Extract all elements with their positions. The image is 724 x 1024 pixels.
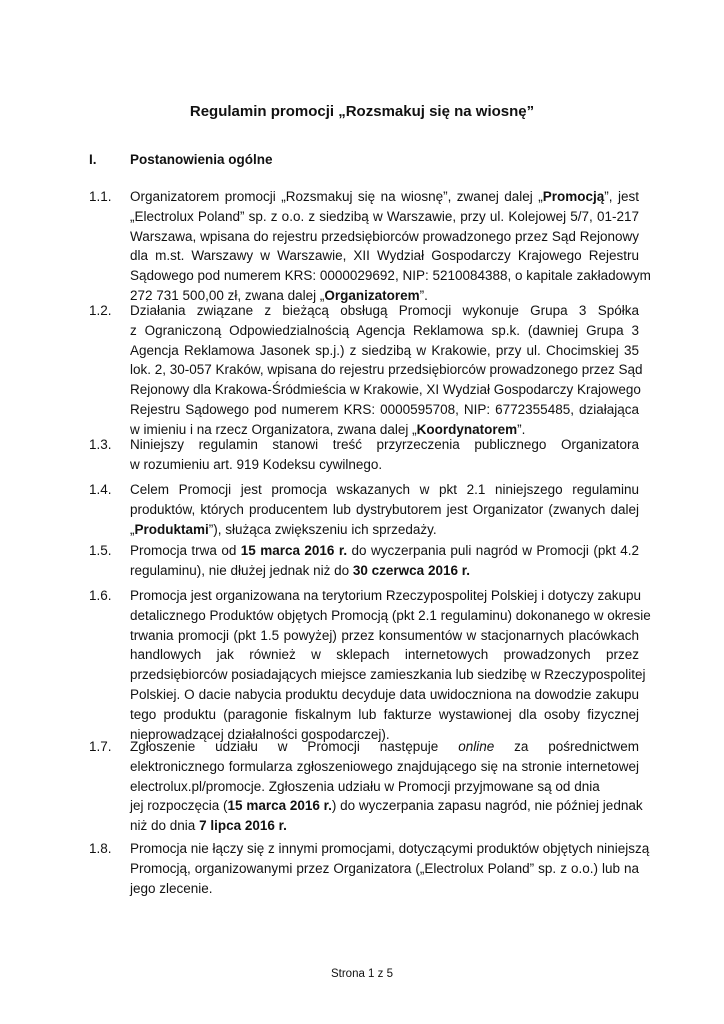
text-run: lok. 2, 30-057 Kraków, wpisana do rejestru przedsiębiorców prowadzonego przez Sąd <box>130 362 643 378</box>
text-line <box>130 301 639 321</box>
text-run: niż do dnia <box>130 818 200 834</box>
text-run: do wyczerpania puli nagród w Promocji (pkt 4.2 <box>347 543 640 558</box>
paragraph-number: 1.6. <box>89 588 112 603</box>
bold-term: 7 lipca 2016 r. <box>199 818 287 834</box>
text-run: ”, jest <box>604 189 640 204</box>
paragraph-text <box>130 586 651 744</box>
paragraph-number: 1.3. <box>89 437 112 452</box>
text-run: Celem Promocji jest promocja wskazanych w pkt 2.1 niniejszego regulaminu <box>130 482 639 497</box>
document-title: Regulamin promocji „Rozsmakuj się na wiosnę” <box>189 103 535 120</box>
section-title: Postanowienia ogólne <box>130 152 273 167</box>
bold-term: 15 marca 2016 r. <box>227 798 332 814</box>
text-run: Agencja Reklamowa Jasonek sp.j.) z siedzibą w Krakowie, przy ul. Chocimskiej 35 <box>130 342 639 358</box>
text-run: Sądowego pod numerem KRS: 0000029692, NIP: 5210084388, o kapitale zakładowym <box>130 268 651 284</box>
text-line <box>130 341 639 361</box>
page-footer: Strona 1 z 5 <box>330 968 393 980</box>
text-run: detalicznego Produktów objętych Promocją (pkt 2.1 regulaminu) dokonanego w okresie <box>130 607 651 623</box>
text-line <box>130 480 639 500</box>
text-line <box>130 246 639 266</box>
text-line <box>130 816 639 836</box>
paragraph-number: 1.7. <box>89 739 112 754</box>
text-run: 272 731 500,00 zł, zwana dalej „ <box>130 287 325 303</box>
text-line <box>130 435 639 455</box>
text-run: z Ograniczoną Odpowiedzialnością Agencja Reklamowa sp.k. (dawniej Grupa 3 <box>130 322 639 338</box>
bold-term: Organizatorem <box>324 287 420 303</box>
text-line <box>130 586 639 606</box>
paragraph-number: 1.8. <box>89 841 112 856</box>
bold-term: 30 czerwca 2016 r. <box>352 562 470 578</box>
italic-term: online <box>458 739 495 754</box>
bold-term: Promocją <box>542 189 605 204</box>
text-line <box>130 626 639 646</box>
section-heading <box>89 152 273 167</box>
text-run: Promocja nie łączy się z innymi promocjami, dotyczącymi produktów objętych niniejszą <box>130 841 650 856</box>
text-line <box>130 796 643 816</box>
text-line <box>130 859 639 879</box>
text-run: Promocja trwa od <box>130 543 241 558</box>
text-run: Niniejszy regulamin stanowi treść przyrzeczenia publicznego Organizatora <box>130 437 639 452</box>
text-line <box>130 606 651 626</box>
text-line <box>130 665 646 685</box>
text-line <box>130 266 651 286</box>
text-run: elektronicznego formularza zgłoszeniowego znajdującego się na stronie internetowej <box>130 758 639 774</box>
text-run: za pośrednictwem <box>494 739 639 754</box>
bold-term: Produktami <box>134 521 209 537</box>
paragraph-text <box>130 301 643 440</box>
text-run: electrolux.pl/promocje. Zgłoszenia udziału w Promocji przyjmowane są od dnia <box>130 778 600 794</box>
text-line <box>130 520 639 540</box>
paragraph-number: 1.4. <box>89 482 112 497</box>
paragraph-text <box>130 435 639 475</box>
text-run: ”. <box>517 421 526 437</box>
text-run: handlowych jak również w sklepach internetowych prowadzonych przez <box>130 647 639 663</box>
text-line <box>130 777 639 797</box>
text-run: Promocją, organizowanymi przez Organizatora („Electrolux Poland” sp. z o.o.) lub na <box>130 860 639 876</box>
text-line <box>130 757 639 777</box>
text-run: regulaminu), nie dłużej jednak niż do <box>130 562 353 578</box>
text-line <box>130 455 639 475</box>
paragraph-text <box>130 187 651 306</box>
section-number: I. <box>89 152 97 167</box>
text-line <box>130 360 643 380</box>
text-run: nieprowadzącej działalności gospodarczej). <box>130 726 390 742</box>
paragraph-number: 1.2. <box>89 303 112 318</box>
bold-term: 15 marca 2016 r. <box>240 543 348 558</box>
text-run: dla m.st. Warszawy w Warszawie, XII Wydział Gospodarczy Krajowego Rejestru <box>130 248 639 264</box>
text-line <box>130 321 639 341</box>
text-run: trwania promocji (pkt 1.5 powyżej) przez konsumentów w stacjonarnych placówkach <box>130 627 639 643</box>
text-line <box>130 541 639 561</box>
text-run: Polskiej. O dacie nabycia produktu decyduje data uwidoczniona na dowodzie zakupu <box>130 686 639 702</box>
text-line <box>130 500 639 520</box>
paragraph-text <box>130 541 639 581</box>
paragraph-number: 1.1. <box>89 189 112 204</box>
text-line <box>130 737 639 757</box>
text-line <box>130 879 639 899</box>
bold-term: Koordynatorem <box>416 421 518 437</box>
paragraph-number: 1.5. <box>89 543 112 558</box>
text-run: Promocja jest organizowana na terytorium Rzeczypospolitej Polskiej i dotyczy zakupu <box>130 588 641 603</box>
text-run: „ <box>130 521 135 537</box>
text-run: przedsiębiorców posiadających miejsce zamieszkania lub siedzibę w Rzeczypospolitej <box>130 667 646 683</box>
text-run: Zgłoszenie udziału w Promocji następuje <box>130 739 459 754</box>
text-line <box>130 839 650 859</box>
text-line <box>130 187 639 207</box>
text-run: w imieniu i na rzecz Organizatora, zwana dalej „ <box>130 421 417 437</box>
text-line <box>130 380 639 400</box>
paragraph-text <box>130 839 650 898</box>
text-line <box>130 207 639 227</box>
text-line <box>130 400 639 420</box>
text-line <box>130 685 639 705</box>
text-line <box>130 227 639 247</box>
text-run: ”), służąca zwiększeniu ich sprzedaży. <box>208 521 437 537</box>
text-run: Rejonowy dla Krakowa-Śródmieścia w Krakowie, XI Wydział Gospodarczy Krajowego <box>130 382 641 398</box>
text-line <box>130 561 639 581</box>
text-run: „Electrolux Poland” sp. z o.o. z siedzibą w Warszawie, przy ul. Kolejowej 5/7, 01-217 <box>130 208 639 224</box>
text-line <box>130 645 639 665</box>
text-run: Rejestru Sądowego pod numerem KRS: 0000595708, NIP: 6772355485, działająca <box>130 401 639 417</box>
text-run: Warszawa, wpisana do rejestru przedsiębiorców prowadzonego przez Sąd Rejonowy <box>130 228 639 244</box>
text-run: jego zlecenie. <box>130 880 213 896</box>
text-run: Działania związane z bieżącą obsługą Promocji wykonuje Grupa 3 Spółka <box>130 303 639 318</box>
text-run: produktów, których producentem lub dystrybutorem jest Organizator (zwanych dalej <box>130 501 639 517</box>
paragraph-text <box>130 480 639 539</box>
text-run: ”. <box>419 287 428 303</box>
text-run: jej rozpoczęcia ( <box>130 798 228 814</box>
text-run: tego produktu (paragonie fiskalnym lub fakturze wystawionej dla osoby fizycznej <box>130 706 639 722</box>
text-line <box>130 705 639 725</box>
text-run: Organizatorem promocji „Rozsmakuj się na wiosnę”, zwanej dalej „ <box>130 189 543 204</box>
paragraph-text <box>130 737 643 836</box>
text-run: w rozumieniu art. 919 Kodeksu cywilnego. <box>130 456 383 472</box>
text-run: ) do wyczerpania zapasu nagród, nie później jednak <box>331 798 643 814</box>
